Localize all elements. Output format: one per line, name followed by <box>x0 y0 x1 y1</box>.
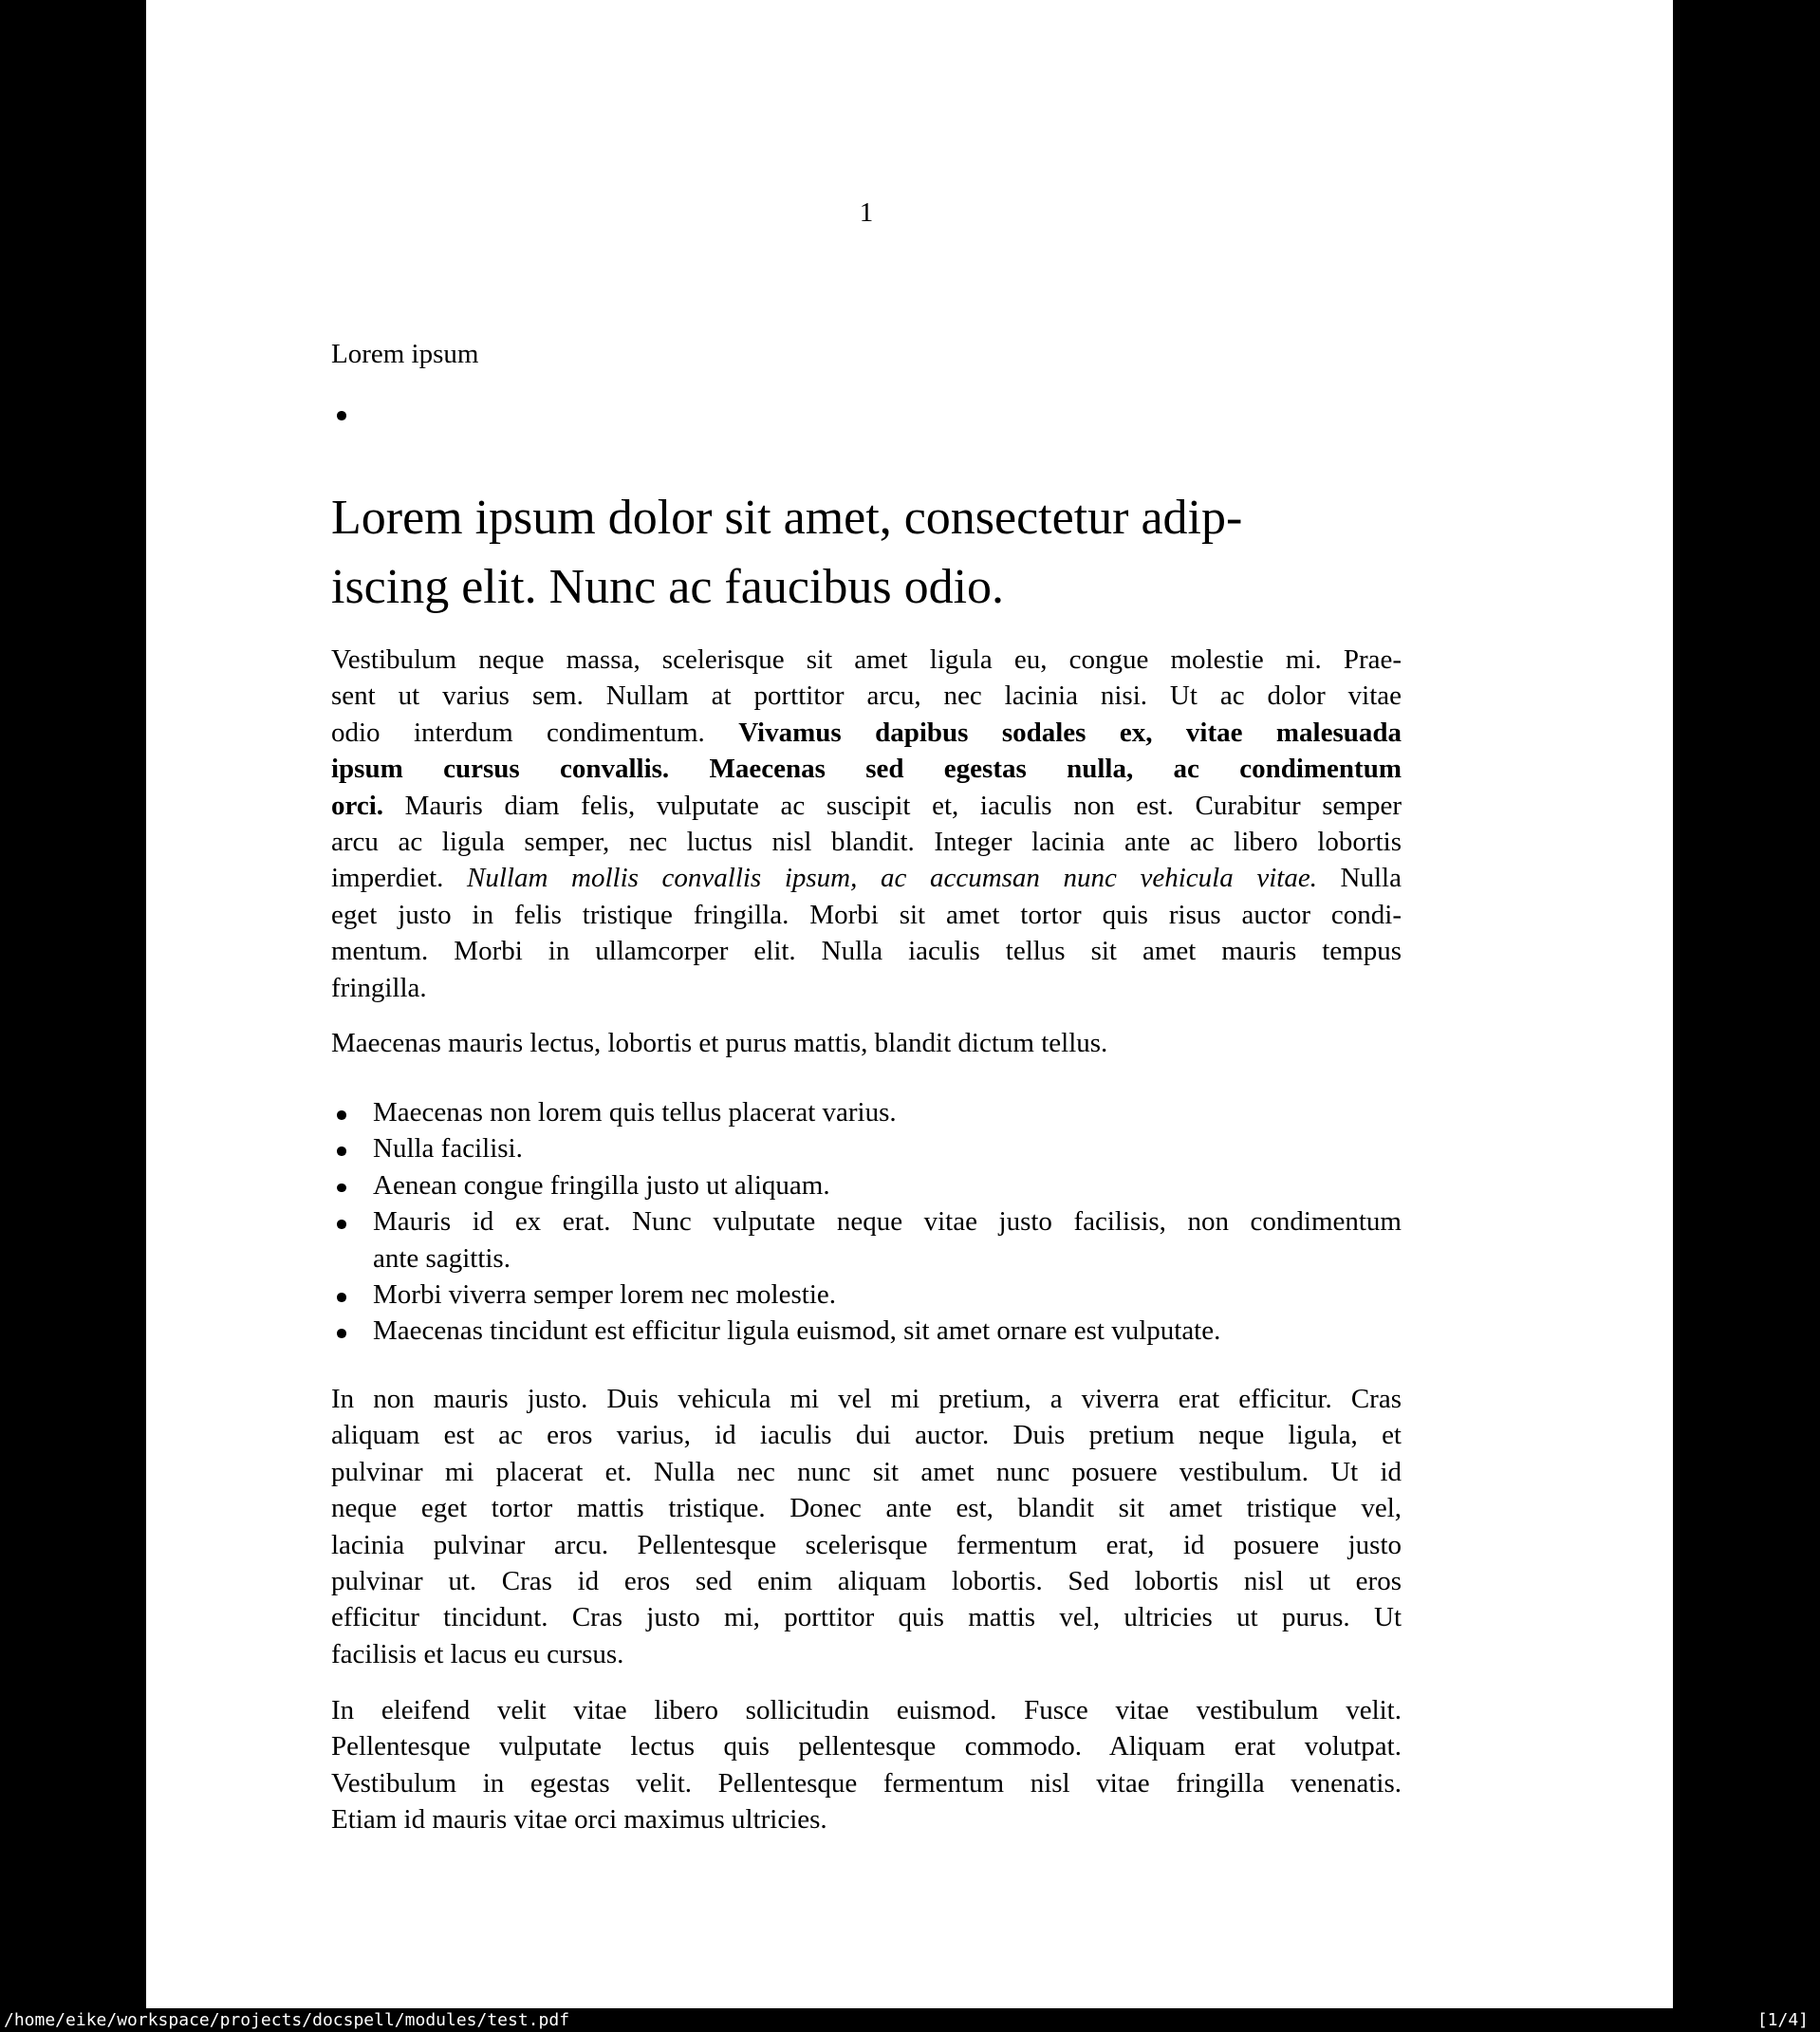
text-line <box>331 824 1402 860</box>
bullet-icon <box>337 1184 346 1193</box>
bold-text: Vivamus dapibus sodales ex, vitae malesuada <box>738 717 1402 748</box>
body-text: Maecenas non lorem quis tellus placerat varius. <box>373 1097 897 1128</box>
pdf-page <box>146 0 1673 2008</box>
bullet-icon <box>337 1220 346 1229</box>
body-text: Nulla facilisi. <box>373 1133 523 1165</box>
text-line <box>331 1454 1402 1490</box>
text-line <box>331 1417 1402 1453</box>
body-text: Nulla <box>1316 863 1402 894</box>
italic-text: Nullam mollis convallis ipsum, ac accumsan nunc vehicula vitae. <box>467 863 1317 894</box>
body-text: In eleifend velit vitae libero sollicitudin euismod. Fusce vitae vestibulum velit. <box>331 1695 1402 1725</box>
body-text: Etiam id mauris vitae orci maximus ultricies. <box>331 1804 827 1836</box>
text-line <box>331 336 1402 372</box>
text-line <box>331 1563 1402 1599</box>
list-item <box>331 1313 1402 1349</box>
paragraph-3 <box>331 1381 1402 1672</box>
body-text: arcu ac ligula semper, nec luctus nisl blandit. Integer lacinia ante ac libero lobortis <box>331 827 1402 858</box>
paragraph-4 <box>331 1692 1402 1838</box>
text-line <box>373 1203 1402 1240</box>
body-text: Mauris diam felis, vulputate ac suscipit et, iaculis non est. Curabitur semper <box>383 790 1402 821</box>
body-text: Mauris id ex erat. Nunc vulputate neque vitae justo facilisis, non condimentum <box>373 1206 1402 1238</box>
bold-text: ipsum cursus convallis. Maecenas sed egestas nulla, ac condimentum <box>331 754 1402 785</box>
body-text: lacinia pulvinar arcu. Pellentesque scelerisque fermentum erat, id posuere justo <box>331 1529 1402 1560</box>
page-number: 1 <box>859 197 874 228</box>
bullet-icon <box>337 1329 346 1338</box>
body-text: Lorem ipsum <box>331 339 479 369</box>
body-text: pulvinar mi placerat et. Nulla nec nunc sit amet nunc posuere vestibulum. Ut id <box>331 1456 1402 1487</box>
paragraph-2 <box>331 1025 1402 1061</box>
body-text: eget justo in felis tristique fringilla. Morbi sit amet tortor quis risus auctor condi- <box>331 899 1402 930</box>
text-line <box>331 788 1402 824</box>
bullet-icon <box>337 1293 346 1302</box>
body-text: mentum. Morbi in ullamcorper elit. Nulla iaculis tellus sit amet mauris tempus <box>331 936 1402 967</box>
body-text: neque eget tortor mattis tristique. Donec ante est, blandit sit amet tristique vel, <box>331 1493 1402 1524</box>
text-line <box>331 642 1402 678</box>
body-text: imperdiet. <box>331 863 467 894</box>
list-item <box>331 1167 1402 1203</box>
list-item <box>331 1094 1402 1130</box>
text-line <box>331 678 1402 714</box>
body-text: Morbi viverra semper lorem nec molestie. <box>373 1279 837 1311</box>
text-line <box>373 1277 1402 1313</box>
list-item <box>331 1277 1402 1313</box>
statusbar <box>0 2008 1820 2032</box>
text-line <box>331 1728 1402 1764</box>
empty-list-item <box>331 395 1402 431</box>
bullet-icon <box>337 1110 346 1120</box>
text-line <box>331 933 1402 969</box>
body-text: fringilla. <box>331 972 427 1003</box>
bullet-icon <box>337 411 346 420</box>
bullet-icon <box>337 1146 346 1156</box>
paragraph-1 <box>331 642 1402 1006</box>
text-line <box>373 1240 1402 1277</box>
body-text: Vestibulum neque massa, scelerisque sit amet ligula eu, congue molestie mi. Prae- <box>331 644 1402 675</box>
text-line <box>331 1765 1402 1801</box>
text-line <box>331 1025 1402 1061</box>
text-line <box>373 1094 1402 1130</box>
statusbar-file-path: /home/eike/workspace/projects/docspell/modules/test.pdf <box>4 2010 570 2030</box>
text-line <box>331 1636 1402 1672</box>
body-text: Maecenas tincidunt est efficitur ligula euismod, sit amet ornare est vulputate. <box>373 1315 1221 1347</box>
text-line <box>331 1692 1402 1728</box>
body-text: efficitur tincidunt. Cras justo mi, porttitor quis mattis vel, ultricies ut purus. Ut <box>331 1602 1402 1633</box>
heading-line: iscing elit. Nunc ac faucibus odio. <box>331 560 1005 614</box>
body-text: Maecenas mauris lectus, lobortis et purus mattis, blandit dictum tellus. <box>331 1028 1108 1058</box>
text-line <box>331 1527 1402 1563</box>
body-text: facilisis et lacus eu cursus. <box>331 1638 624 1669</box>
text-line <box>331 1801 1402 1837</box>
body-text: Pellentesque vulputate lectus quis pellentesque commodo. Aliquam erat volutpat. <box>331 1731 1402 1762</box>
text-line <box>331 860 1402 896</box>
text-line <box>331 1490 1402 1526</box>
statusbar-page-indicator: [1/4] <box>1756 2010 1809 2030</box>
heading-line: Lorem ipsum dolor sit amet, consectetur adip- <box>331 491 1243 545</box>
list-item <box>331 1203 1402 1277</box>
body-text: Vestibulum in egestas velit. Pellentesque fermentum nisl vitae fringilla venenatis. <box>331 1767 1402 1799</box>
intro-text <box>331 336 1402 372</box>
text-line <box>331 1381 1402 1417</box>
bold-text: orci. <box>331 790 384 821</box>
body-text: ante sagittis. <box>373 1242 511 1274</box>
text-line <box>373 1130 1402 1166</box>
body-text: sent ut varius sem. Nullam at porttitor arcu, nec lacinia nisi. Ut ac dolor vitae <box>331 680 1402 712</box>
text-line <box>331 897 1402 933</box>
text-line <box>331 751 1402 787</box>
bullet-list <box>331 1094 1402 1350</box>
list-item <box>331 1130 1402 1166</box>
body-text: Aenean congue fringilla justo ut aliquam. <box>373 1169 830 1201</box>
body-text: In non mauris justo. Duis vehicula mi vel mi pretium, a viverra erat efficitur. Cras <box>331 1384 1402 1414</box>
text-line <box>373 1313 1402 1349</box>
text-line <box>331 715 1402 751</box>
text-line <box>331 970 1402 1006</box>
body-text: pulvinar ut. Cras id eros sed enim aliquam lobortis. Sed lobortis nisl ut eros <box>331 1566 1402 1597</box>
text-line <box>373 1167 1402 1203</box>
text-column <box>331 0 1402 2008</box>
document-heading <box>331 483 1402 622</box>
body-text: odio interdum condimentum. <box>331 717 739 748</box>
text-line <box>331 1599 1402 1635</box>
body-text: aliquam est ac eros varius, id iaculis dui auctor. Duis pretium neque ligula, et <box>331 1420 1402 1451</box>
